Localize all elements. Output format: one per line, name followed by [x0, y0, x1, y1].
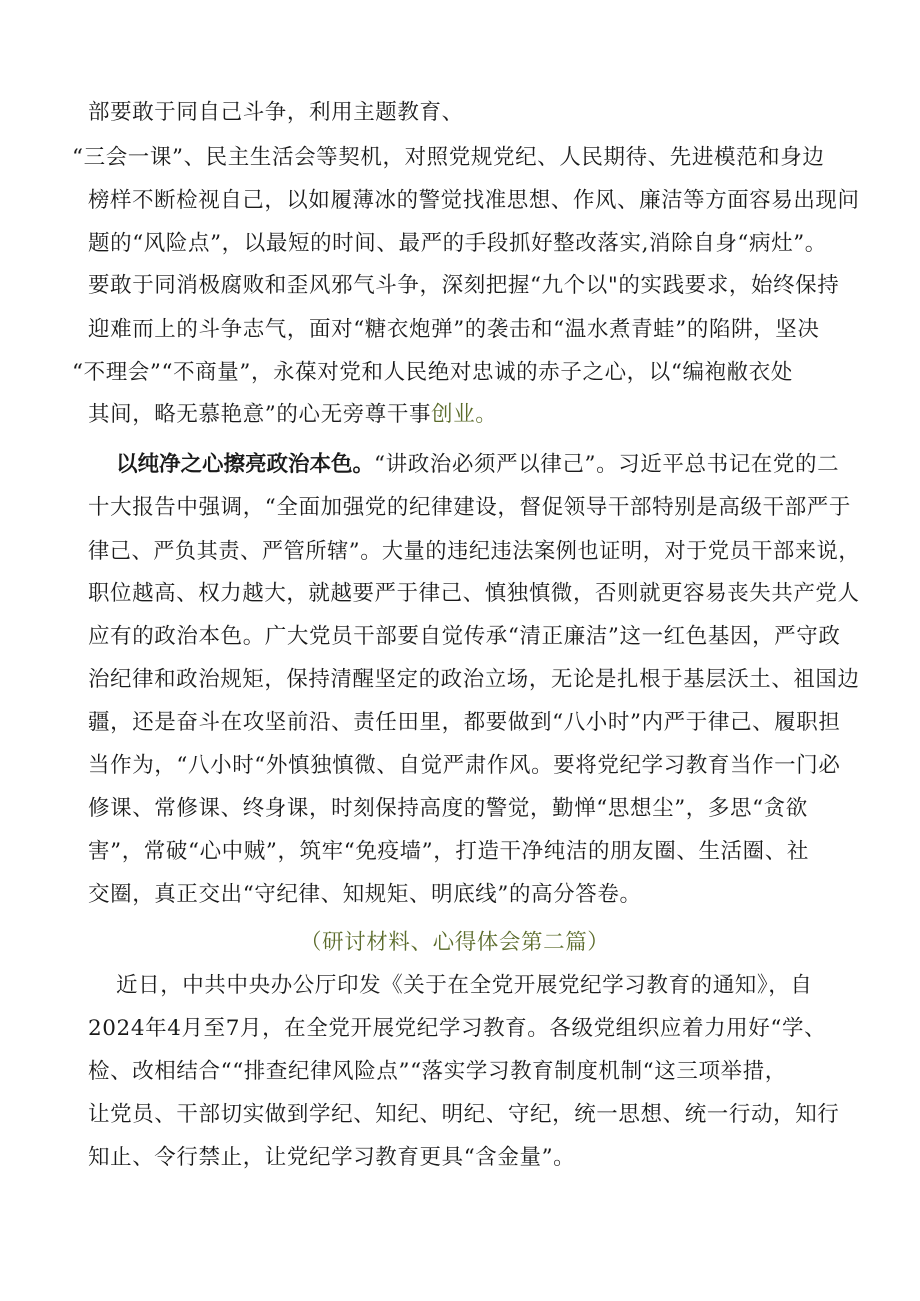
text-line: “不理会”“不商量”，永葆对党和人民绝对忠诚的赤子之心，以“编袍敝衣处	[72, 360, 793, 385]
paragraph-lead-line	[116, 450, 839, 480]
text-segment-accent: 创业。	[431, 402, 498, 427]
text-line: 修课、常修课、终身课，时刻保持高度的警觉，勤惮“思想尘”，多思“贪欲	[88, 796, 808, 821]
text-line: “三会一课”、民主生活会等契机，对照党规党纪、人民期待、先进模范和身边	[72, 145, 825, 170]
text-line: 部要敢于同自己斗争，利用主题教育、	[88, 100, 464, 125]
text-line: 当作为，“八小时“外慎独慎微、自觉严肃作风。要将党纪学习教育当作一门必	[88, 753, 841, 778]
text-line: 疆，还是奋斗在攻坚前沿、责任田里，都要做到“八小时”内严于律己、履职担	[88, 710, 841, 735]
text-line: 迎难而上的斗争志气，面对“糖衣炮弹”的袭击和“温水煮青蛙”的陷阱，坚决	[88, 317, 820, 342]
section-title: （研讨材料、心得体会第二篇）	[300, 930, 610, 955]
text-line: 检、改相结合““排查纪律风险点”“落实学习教育制度机制“这三项举措，	[88, 1059, 787, 1084]
text-line: 害”，常破“心中贼”，筑牢“免疫墙”，打造干净纯洁的朋友圈、生活圈、社	[88, 839, 809, 864]
text-line: 知止、令行禁止，让党纪学习教育更具“含金量”。	[88, 1145, 576, 1170]
text-line	[88, 400, 497, 430]
text-line: 要敢于同消极腐败和歪风邪气斗争，深刻把握“九个以"的实践要求，始终保持	[88, 273, 840, 298]
text-segment: 其间，略无慕艳意”的心无旁尊干事	[88, 402, 432, 427]
text-line: 题的“风险点”，以最短的时间、最严的手段抓好整改落实,消除自身“病灶”。	[88, 231, 827, 256]
text-line: 近日，中共中央办公厅印发《关于在全党开展党纪学习教育的通知》，自	[116, 973, 813, 998]
text-line: 交圈，真正交出“守纪律、知规矩、明底线”的高分答卷。	[88, 882, 642, 907]
text-line: 让党员、干部切实做到学纪、知纪、明纪、守纪，统一思想、统一行动，知行	[88, 1102, 840, 1127]
text-line: 职位越高、权力越大，就越要严于律己、慎独慎微，否则就更容易丧失共产党人	[88, 581, 860, 606]
text-line: 律己、严负其责、严管所辖”。大量的违纪违法案例也证明，对于党员干部来说，	[88, 539, 861, 564]
text-line: 2024年4月至7月，在全党开展党纪学习教育。各级党组织应着力用好“学、	[88, 1016, 827, 1041]
text-segment: “讲政治必须严以律己”。习近平总书记在党的二	[374, 452, 840, 477]
text-line: 应有的政治本色。广大党员干部要自觉传承“清正廉洁”这一红色基因，严守政	[88, 624, 841, 649]
section-heading: 以纯净之心擦亮政治本色。	[116, 452, 375, 477]
text-line: 十大报告中强调，“全面加强党的纪律建设，督促领导干部特别是高级干部严于	[88, 495, 851, 520]
text-line: 治纪律和政治规矩，保持清醒坚定的政治立场，无论是扎根于基层沃土、祖国边	[88, 667, 860, 692]
text-line: 榜样不断检视自己，以如履薄冰的警觉找准思想、作风、廉洁等方面容易出现问	[88, 188, 860, 213]
